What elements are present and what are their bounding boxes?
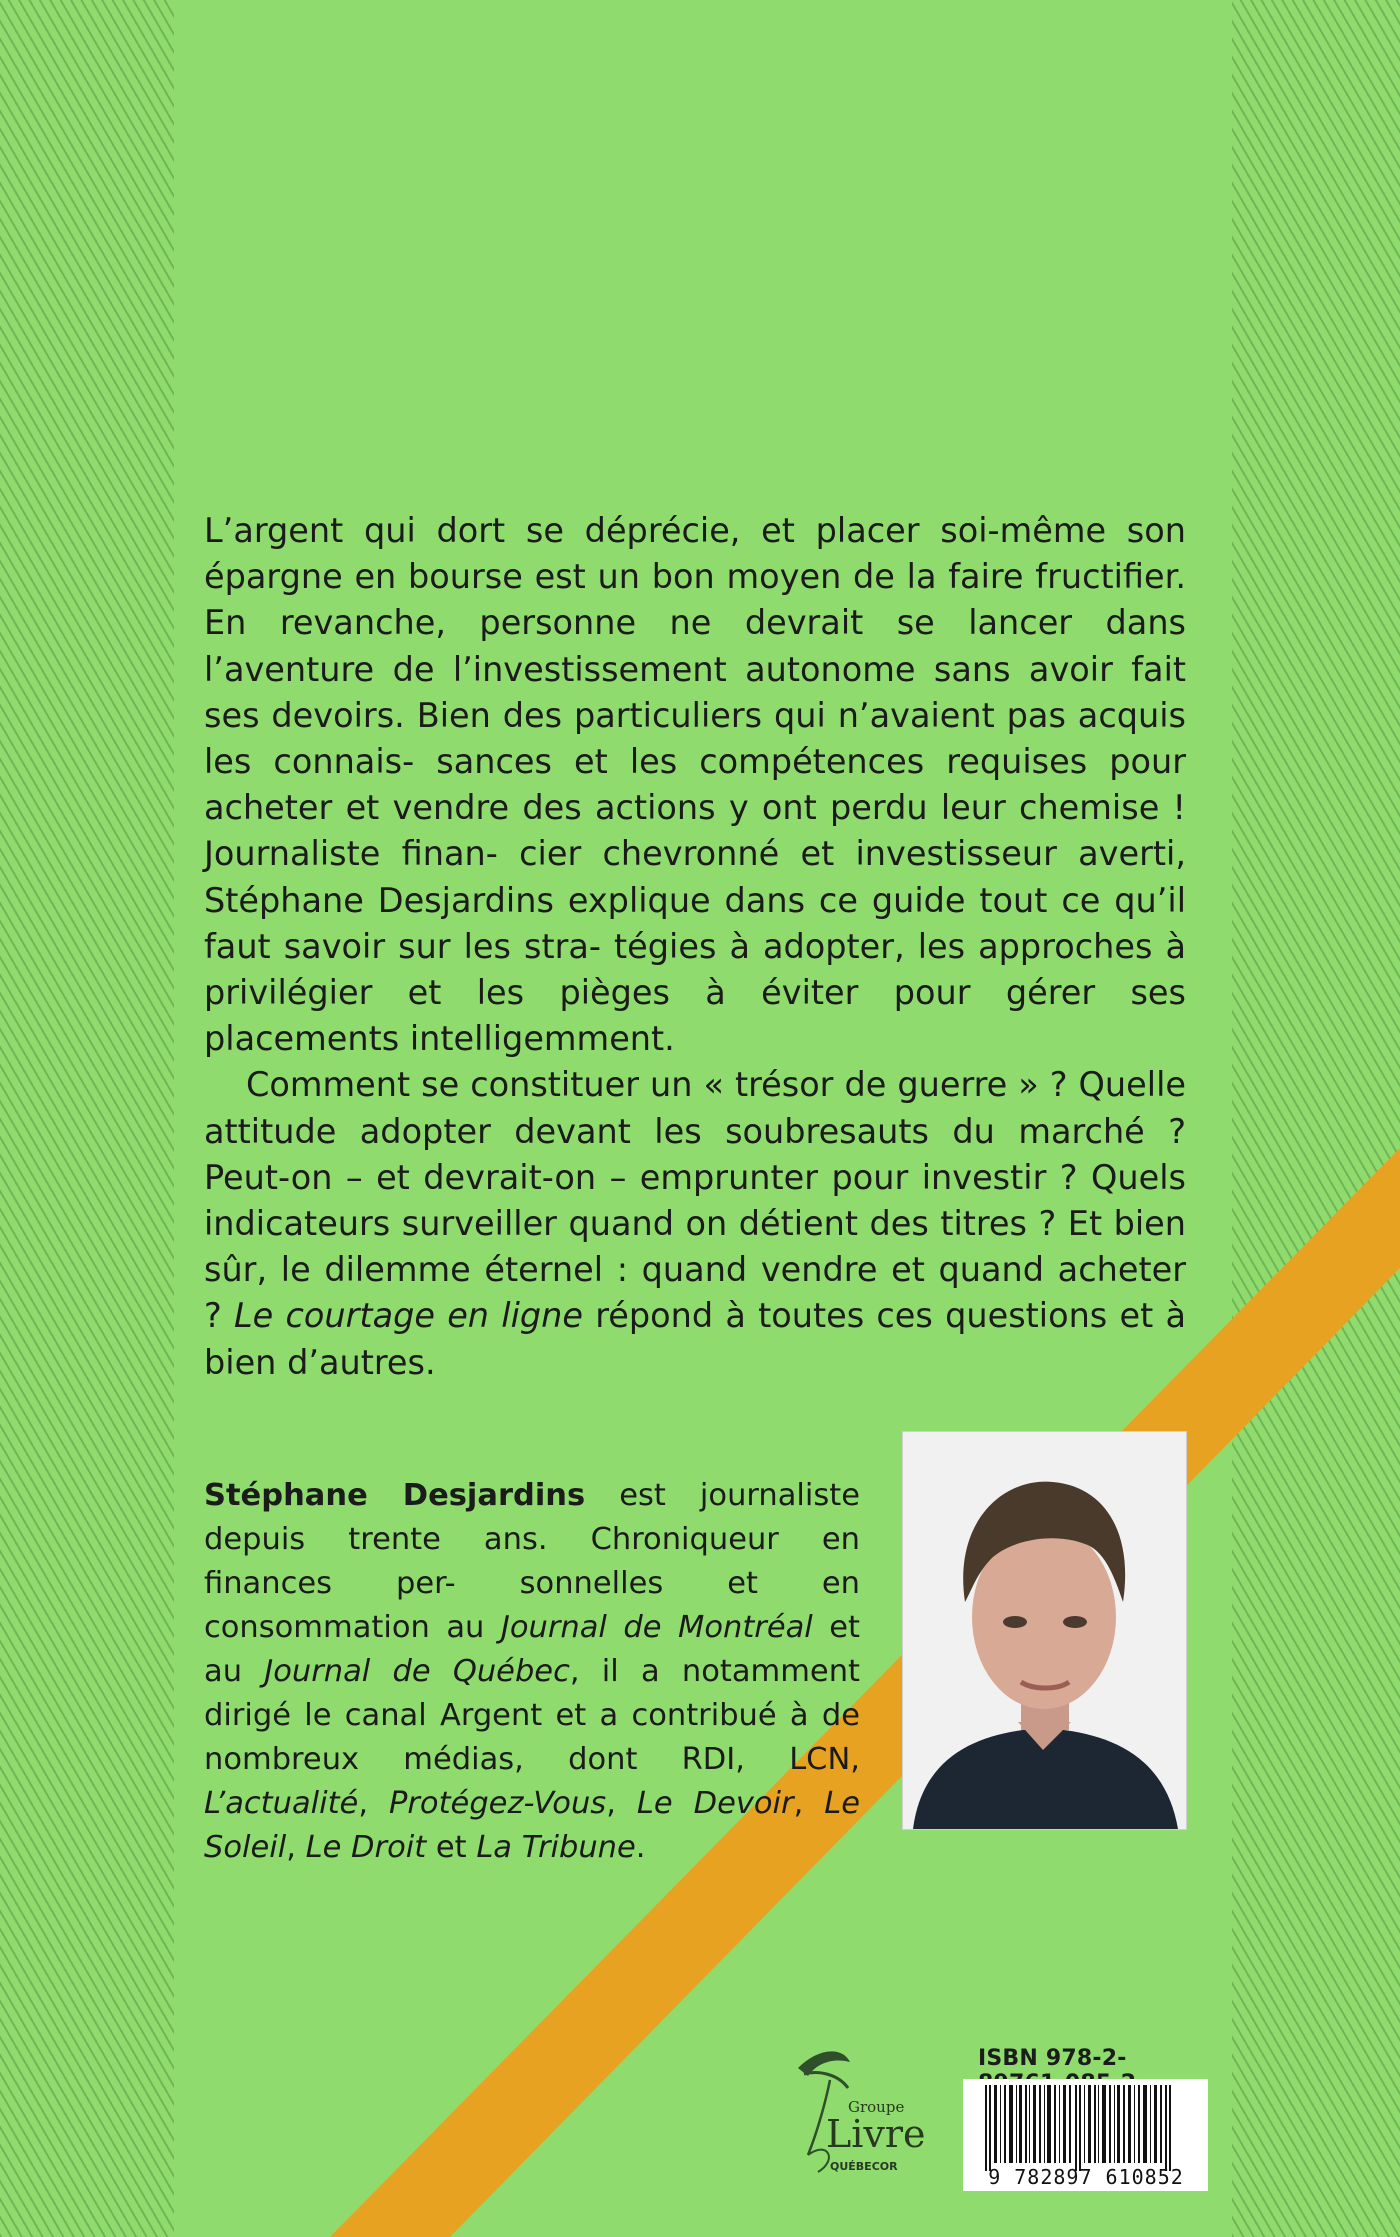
book-title: Le courtage en ligne: [234, 1296, 583, 1336]
publisher-quebecor: QUÉBECOR: [830, 2160, 898, 2173]
blurb-paragraph-1: L’argent qui dort se déprécie, et placer soi-même son épargne en bourse est un bon moyen de la faire fructifier. En revanche, personne ne devrait se lancer dans l’aventure de l’investissement autonome sans avoir fait ses devoirs. Bien des particuliers qui n’avaient pas acquis les connais- sances et les compétences requises pour acheter et vendre des actions y ont perdu leur chemise ! Journaliste finan- cier chevronné et investisseur averti, Stéphane Desjardins explique dans ce guide tout ce qu’il faut savoir sur les stra- tégies à adopter, les approches à privilégier et les pièges à éviter pour gérer ses placements intelligemment.: [204, 511, 1187, 1059]
publisher-logo: [778, 2040, 928, 2180]
publisher-groupe: Groupe: [848, 2098, 905, 2116]
isbn-barcode: [963, 2079, 1208, 2191]
author-name: Stéphane Desjardins: [204, 1478, 586, 1513]
author-bio: Stéphane Desjardins est journaliste depuis trente ans. Chroniqueur en finances per- sonnelles et en consommation au Journal de Montréal et au Journal de Québec, il a notamment dirigé le canal Argent et a contribué à de nombreux médias, dont RDI, LCN, L’actualité, Protégez-Vous, Le Devoir, Le Soleil, Le Droit et La Tribune.: [204, 1478, 860, 1865]
back-cover-blurb: [204, 508, 1186, 1386]
isbn-label: ISBN 978-2-: [978, 2046, 1127, 2071]
author-portrait-illustration: [903, 1432, 1186, 1829]
blurb-paragraph-2: Comment se constituer un « trésor de guerre » ? Quelle attitude adopter devant les soubresauts du marché ? Peut-on – et devrait-on – emprunter pour investir ? Quels indicateurs surveiller quand on détient des titres ? Et bien sûr, le dilemme éternel : quand vendre et quand acheter ? Le courtage en ligne répond à toutes ces questions et à bien d’autres.: [204, 1065, 1186, 1382]
publisher-livre: Livre: [826, 2112, 926, 2156]
author-photo: [902, 1431, 1187, 1830]
barcode-digits: 9 782897 610852: [988, 2165, 1184, 2189]
